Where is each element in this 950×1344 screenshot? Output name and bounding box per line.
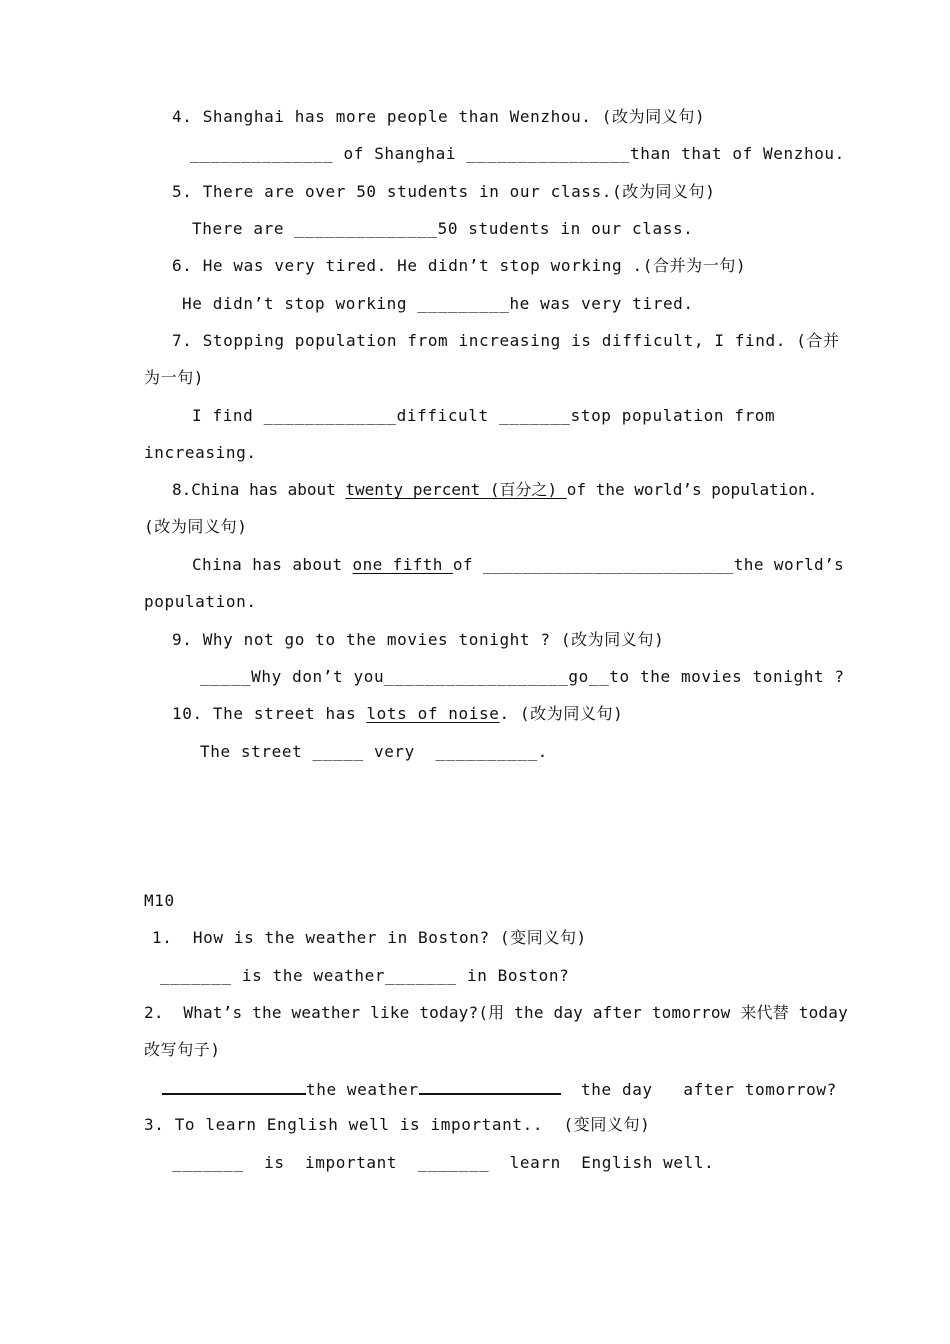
m10-q2-answer-end: the day after tomorrow? bbox=[560, 1080, 837, 1099]
q8-answer-underlined: one fifth bbox=[352, 555, 453, 574]
m10-q2-prompt-line1: 2. What’s the weather like today?(用 the day after tomorrow 来代替 today bbox=[144, 1003, 848, 1022]
section-heading: M10 bbox=[144, 891, 175, 910]
q8-prompt-underlined: twenty percent (百分之) bbox=[345, 480, 567, 499]
q8-prompt-before: 8.China has about bbox=[172, 480, 346, 499]
q4-prompt: 4. Shanghai has more people than Wenzhou. (改为同义句) bbox=[172, 107, 706, 126]
m10-q3-prompt: 3. To learn English well is important.. (变同义句) bbox=[144, 1115, 651, 1134]
q10-answer: The street _____ very __________. bbox=[200, 742, 548, 761]
q8-answer-after: of _________________________the world’s bbox=[452, 555, 845, 574]
q10-prompt-before: 10. The street has bbox=[172, 704, 367, 723]
q10-prompt-after: . (改为同义句) bbox=[499, 704, 624, 723]
q9-answer: _____Why don’t you__________________go__to the movies tonight ? bbox=[200, 667, 845, 686]
q5-prompt: 5. There are over 50 students in our class.(改为同义句) bbox=[172, 182, 716, 201]
q8-answer-line1 bbox=[192, 554, 844, 576]
m10-q1-prompt: 1. How is the weather in Boston? (变同义句) bbox=[152, 928, 587, 947]
q4-answer: ______________ of Shanghai ________________than that of Wenzhou. bbox=[190, 144, 845, 163]
m10-q2-answer bbox=[162, 1077, 837, 1101]
m10-q2-blank-2 bbox=[419, 1077, 561, 1095]
m10-q3-answer: _______ is important _______ learn English well. bbox=[172, 1153, 715, 1172]
q10-prompt-underlined: lots of noise bbox=[366, 704, 500, 723]
m10-q2-blank-1 bbox=[162, 1077, 306, 1095]
q6-prompt: 6. He was very tired. He didn’t stop working .(合并为一句) bbox=[172, 256, 747, 275]
m10-q1-answer: _______ is the weather_______ in Boston? bbox=[160, 966, 570, 985]
q8-answer-line2: population. bbox=[144, 592, 257, 611]
q9-prompt: 9. Why not go to the movies tonight ? (改为同义句) bbox=[172, 630, 665, 649]
q6-answer: He didn’t stop working _________he was very tired. bbox=[182, 294, 694, 313]
q8-answer-before: China has about bbox=[192, 555, 353, 574]
q8-prompt-after: of the world’s population. bbox=[566, 480, 818, 499]
q7-answer-line2: increasing. bbox=[144, 443, 257, 462]
q10-prompt bbox=[172, 703, 623, 725]
m10-q2-prompt-line2: 改写句子) bbox=[144, 1040, 221, 1059]
m10-q2-answer-mid: the weather bbox=[306, 1080, 419, 1099]
q8-prompt-line2: (改为同义句) bbox=[144, 517, 248, 536]
q7-prompt-line1: 7. Stopping population from increasing is difficult, I find. (合并 bbox=[172, 331, 840, 350]
q7-prompt-line2: 为一句) bbox=[144, 368, 205, 387]
q5-answer: There are ______________50 students in our class. bbox=[192, 219, 694, 238]
q7-answer-line1: I find _____________difficult _______stop population from bbox=[192, 406, 776, 425]
q8-prompt-line1 bbox=[172, 479, 817, 501]
